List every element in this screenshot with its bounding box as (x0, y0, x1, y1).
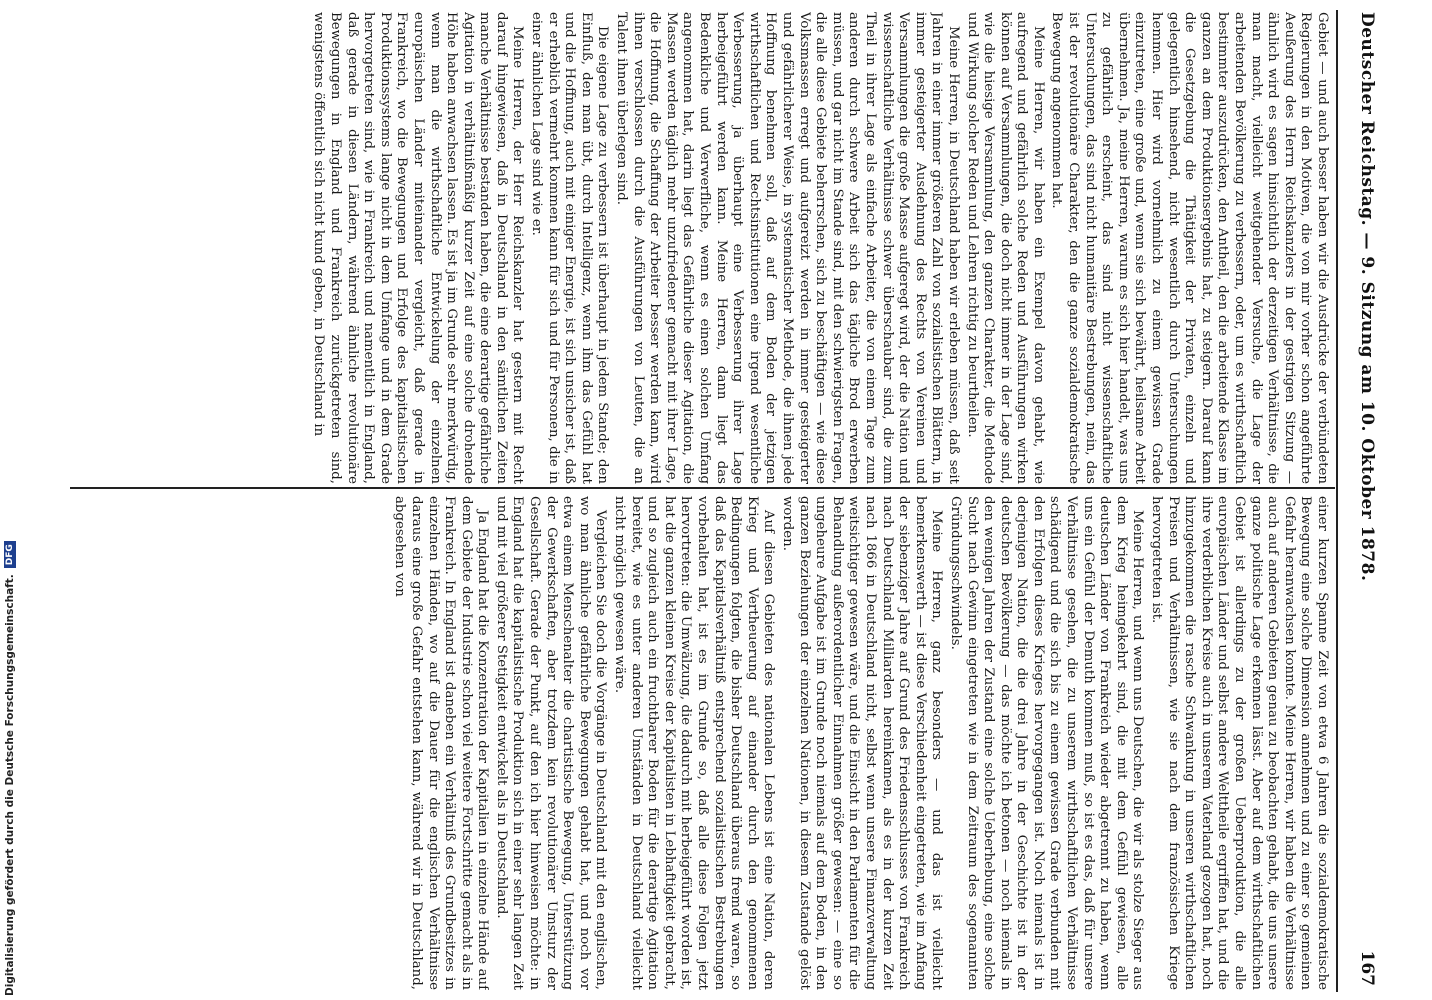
text-column-left (68, 12, 1330, 484)
header-rule (1336, 10, 1338, 992)
paragraph: Meine Herren, in Deutschland haben wir erleben müssen, daß seit Jahren in einer immer größeren Zahl von sozialistischen Blättern, in immer gesteigerter Ausdehnung des Rechts von Vereinen und Versammlungen die große Masse aufgeregt wird, der die Nation und wissenschaftliche Verhältnisse schwer überschaubar sind, die zum Theil in ihrer Lage als einfache Arbeiter, die von einem Tage zum anderen durch schwere Arbeit sich das tägliche Brod erwerben müssen, und gar nicht im Stande sind, mit den schwierigsten Fragen, die alle diese Gebiete beherrschen, sich zu beschäftigen — wie diese Volksmassen erregt und aufgereizt werden in immer gesteigerter und gefährlicherer Weise, in systematischer Methode, die ihnen jede Hoffnung benehmen soll, daß auf dem Boden der jetzigen wirthschaftlichen und Rechtsinstitutionen eine irgend wesentliche Verbesserung, ja überhaupt eine Verbesserung ihrer Lage herbeigeführt werden kann. Meine Herren, dann liegt das Bedenkliche und Verwerfliche, wenn es einen solchen Umfang angenommen hat, darin liegt das Gefährliche dieser Agitation, die Massen werden täglich mehr unzufriedener gemacht mit ihrer Lage, die Hoffnung, die Schaffung der Arbeiter besser werden kann, wird ihnen verschlossen durch die Ausführungen von Leuten, die an Talent ihnen überlegen sind. (614, 12, 961, 484)
paragraph: Die eigene Lage zu verbessern ist überhaupt in jedem Stande; den Einfluß, den man übt, durch Intelligenz, wenn ihm das Gefühl hat und die Hoffnung, auch mit einiger Energie, ist sich unsicher ist, daß er erheblich vermehrt kommen kann für sich und für Personen, die in einer ähnlichen Lage sind wie er. (529, 12, 611, 484)
page-header (1343, 0, 1391, 1000)
paragraph: Auf diesen Gebieten des nationalen Lebens ist eine Nation, deren Krieg und Vertheuerung auf einander durch den genommenen Bedingungen folgten, die bisher Deutschland überaus fremd waren, so daß das Kapitalsverhältniß entsprechend sozialistischen Bestrebungen vorbehalten hat, ist es im Grunde so, daß alle diese Folgen jetzt hervortreten: die Umwälzung, die dadurch mit herbeigeführt worden ist, hat die ganzen kleinen Kreise der Kapitalisten in Lebhaftigkeit gebracht, und so zugleich auch ein fruchtbarer Boden für die derartige Agitation bereitet, wie es unter anderen Umständen in Deutschland vielleicht nicht möglich gewesen wäre. (612, 496, 777, 990)
paragraph: Meine Herren, wir haben ein Exempel davon gehabt, wie aufregend und gefährlich solche Reden und Ausführungen wirken können auf Versammlungen, die doch nicht immer in der Lage sind, wie die hiesige Versammlung, den ganzen Charakter, die Methode und Wirkung solcher Reden und Lehren richtig zu beurtheilen. (964, 12, 1046, 484)
paragraph: einer kurzen Spanne Zeit von etwa 6 Jahren die sozialdemokratische Bewegung eine solche Dimension annehmen und zu einer so gemeinen Gefahr heranwachsen konnte. Meine Herren, wir haben die Verhältnisse auch auf anderen Gebieten genau zu beobachten gehabt, die uns unsere ganze politische Lage erkennen lässt. Aber auf dem wirthschaftlichen Gebiet ist allerdings zu der großen Ueberproduktion, die alle europäischen Länder und selbst andere Welttheile ergriffen hat, und die ihre verderblichen Kreise auch in unserem Vaterland gezogen hat, noch hinzugekommen die rasche Schwankung in unseren wirthschaftlichen Preisen und Verhältnissen, wie sie nach dem französischen Kriege hervorgetreten ist. (1149, 496, 1330, 990)
paragraph: Meine Herren, und wenn uns Deutschen, die wir als stolze Sieger aus dem Krieg heimgekehrt sind, die mit dem Gefühl gewiesen, alle deutschen Länder von Frankreich wieder abgetrennt zu haben, wenn uns ein Gefühl der Demuth kommen muß, so ist es das, daß für unsere Verhältnisse gesehen, die zu unserem wirthschaftlichen Verhältnisse schädigend und die sich bis zu einem gewissen Grade verbunden mit den Erfolgen dieses Krieges hervorgegangen ist. Noch niemals ist in derjenigen Nation, die die drei Jahre in der Geschichte ist in der deutschen Bevölkerung — das möchte ich betonen — noch niemals in den wenigen Jahren der Zustand eine solche Ueberhebung, eine solche Sucht nach Gewinn eingetreten wie in dem Zeitraum des sogenannten Gründungsschwindels. (947, 496, 1146, 990)
paragraph: Gebiet — und auch besser haben wir die Ausdrücke der verbündeten Regierungen in den Motiven, die von mir vorher schon angeführte Aeußerung des Herrn Reichskanzlers in der gestrigen Sitzung — ähnlich wird es sagen hinsichtlich der derzeitigen Verhältnisse, die man macht, vielleicht weitgehender Versuche, die Lage der arbeitenden Bevölkerung zu verbessern, oder, um es wirthschaftlich bestimmter auszudrücken, den Antheil, den die arbeitende Klasse im ganzen an dem Produktionsergebnis hat, zu steigern. Darauf kann die Gesetzgebung die Thätigkeit der Privaten, einzeln und gelegentlich hinsehend, nicht wesentlich durch Untersuchungen hemmen. Hier wird vornehmlich zu einem gewissen Grade einzutreten, eine große und, wenn sie sich bewährt, heilsame Arbeit übernehmen. Ja, meine Herren, warum es sich hier handelt, was uns zu gefährlich erscheint, das sind nicht wissenschaftliche Untersuchungen, das sind nicht humanitäre Bestrebungen, nein, das ist der revolutionäre Charakter, den die ganze sozialdemokratische Bewegung angenommen hat. (1049, 12, 1330, 484)
paragraph: Ja England hat die Konzentration der Kapitalien in einzelne Hände auf dem Gebiete der Industrie schon viel weitere Fortschritte gemacht als in Frankreich. In England ist daneben ein Verhältniß des Grundbesitzes in einzelnen Händen, wo auf die Dauer für die englischen Verhältnisse daraus eine große Gefahr entstehen kann, während wir in Deutschland, abgesehen von (392, 496, 491, 990)
digitization-notice (4, 6, 16, 996)
digitization-text: Digitalisierung gefördert durch die Deutsche Forschungsgemeinschaft. (4, 574, 16, 996)
column-divider (70, 487, 1335, 489)
text-column-right (68, 496, 1330, 990)
paragraph: Meine Herren, der Herr Reichskanzler hat gestern mit Recht darauf hingewiesen, daß in Deutschland in den sämtlichen Zeiten manche Verhältnisse bestanden haben, die eine derartige gefährliche Agitation in verhältnißmäßig kurzer Zeit auf eine solche drohende Höhe haben anwachsen lassen. Es ist ja im Grunde sehr merkwürdig, wenn man die wirthschaftliche Entwickelung der einzelnen europäischen Länder miteinander vergleicht, daß gerade in Frankreich, wo die Bewegungen und Erfolge des kapitalistischen Produktionssystems lange nicht in dem Umfange und in dem Grade hervorgetreten sind, wie in Frankreich und namentlich in England, daß gerade in diesen Ländern, während ähnliche revolutionäre Bewegungen in England und Frankreich zurückgetreten sind, wenigstens öffentlich sich nicht kund geben, in Deutschland in (311, 12, 526, 484)
running-title: Deutscher Reichstag. — 9. Sitzung am 10. Oktober 1878. (1357, 12, 1377, 582)
page-number: 167 (1357, 950, 1377, 986)
paragraph: Meine Herren, ganz besonders — und das ist vielleicht bemerkenswerth — ist diese Verschiedenheit eingetreten, wie im Anfang der siebenziger Jahre auf Grund des Friedensschlusses von Frankreich nach Deutschland Milliarden hereinkamen, als es in der kurzen Zeit nach 1866 in Deutschland nicht, selbst wenn unsere Finanzverwaltung weitsichtiger gewesen wäre, und die Einsicht in den Parlamenten für die Behandlung außerordentlicher Einnahmen größer gewesen: — eine so ungeheure Aufgabe ist im Grunde noch niemals auf dem Boden, in den ganzen Beziehungen der einzelnen Nationen, in diesem Zustande gelöst worden. (780, 496, 945, 990)
dfg-logo: DFG (4, 541, 16, 568)
paragraph: Vergleichen Sie doch die Vorgänge in Deutschland mit den englischen, wo man ähnliche gefährliche Bewegungen gehabt hat, und noch vor etwa einem Menschenalter die chartistische Bewegung, Unterstützung der Gewerkschaften, aber trotzdem kein revolutionärer Umsturz der Gesellschaft. Gerade der Punkt, auf den ich hier hinweisen möchte: in England hat die kapitalistische Produktion sich in einer sehr langen Zeit und mit viel größerer Stetigkeit entwickelt als in Deutschland. (493, 496, 609, 990)
